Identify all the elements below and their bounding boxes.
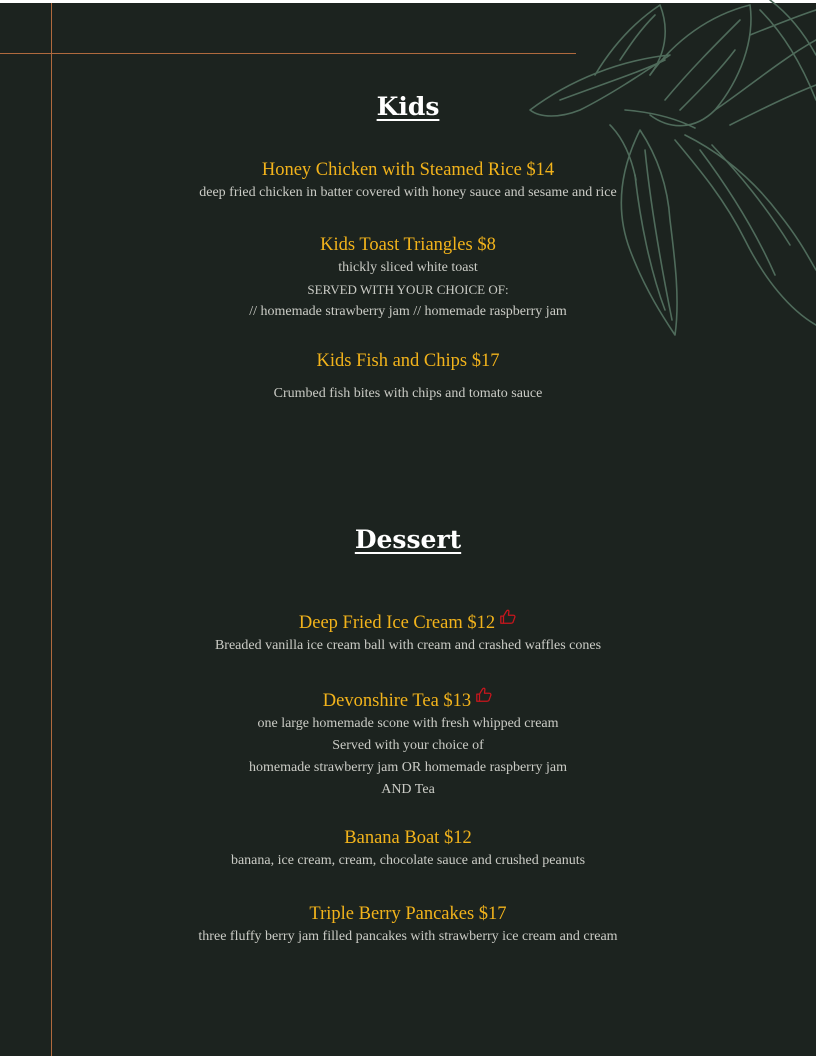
menu-item (0, 349, 816, 405)
item-description: Breaded vanilla ice cream ball with cream and crashed waffles cones (214, 638, 602, 653)
thumbs-up-icon (475, 686, 493, 711)
item-description: Crumbed fish bites with chips and tomato sauce (273, 386, 543, 401)
item-name: Kids Toast Triangles $8 (320, 235, 496, 255)
item-name: Banana Boat $12 (344, 828, 472, 848)
item-description: homemade strawberry jam OR homemade raspberry jam (248, 760, 567, 775)
item-description: AND Tea (381, 782, 435, 797)
horizontal-guide-line (0, 53, 576, 54)
menu-item (0, 686, 816, 801)
item-description: thickly sliced white toast (338, 260, 478, 275)
item-name: Honey Chicken with Steamed Rice $14 (261, 160, 555, 180)
item-description: Served with your choice of (332, 738, 484, 753)
item-name: Devonshire Tea $13 (322, 691, 472, 711)
thumbs-up-icon (499, 608, 517, 633)
item-description: deep fried chicken in batter covered with honey sauce and sesame and rice (199, 185, 617, 200)
menu-item (0, 608, 816, 657)
menu-item (0, 902, 816, 948)
item-name: Deep Fried Ice Cream $12 (298, 613, 496, 633)
item-name: Kids Fish and Chips $17 (316, 351, 500, 371)
item-description: // homemade strawberry jam // homemade raspberry jam (249, 304, 567, 319)
item-name: Triple Berry Pancakes $17 (309, 904, 507, 924)
menu-item (0, 158, 816, 204)
item-description: banana, ice cream, cream, chocolate sauce and crushed peanuts (230, 853, 586, 868)
item-description: three fluffy berry jam filled pancakes with strawberry ice cream and cream (198, 929, 618, 944)
section-title-dessert: Dessert (354, 525, 462, 554)
item-description: one large homemade scone with fresh whipped cream (257, 716, 559, 731)
section-title-kids: Kids (376, 92, 440, 121)
menu-item (0, 233, 816, 323)
item-description: SERVED WITH YOUR CHOICE OF: (307, 282, 509, 297)
menu-item (0, 826, 816, 872)
